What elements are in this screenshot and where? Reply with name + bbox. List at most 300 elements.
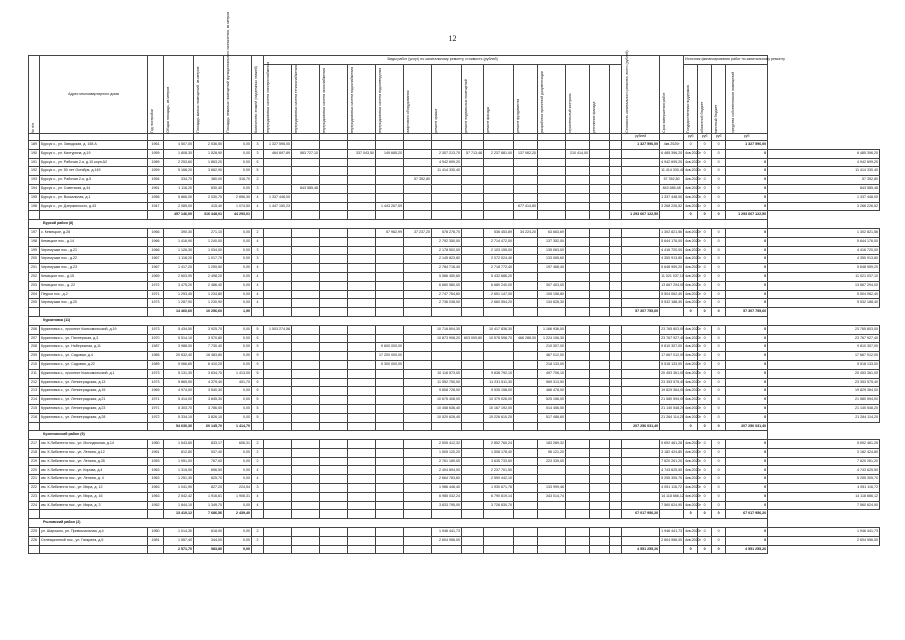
table-cell: 7 560 624,90 [768, 501, 880, 510]
table-cell: 0 [726, 158, 768, 167]
table-cell: 4кв.2020г [684, 176, 698, 185]
table-cell: 0,00 [224, 272, 252, 281]
table-cell [590, 325, 610, 334]
table-cell: 4 743 625,50 [660, 466, 684, 475]
subtotal-cell: 207 256 031,40 [726, 422, 768, 431]
table-cell: 0 [726, 334, 768, 343]
table-cell [264, 440, 292, 449]
table-cell: 0 [698, 299, 712, 308]
table-cell [566, 404, 590, 413]
table-cell [566, 466, 590, 475]
col-year: Год постройки [148, 56, 164, 134]
table-cell [610, 492, 622, 501]
table-cell [320, 360, 348, 369]
table-cell [622, 149, 660, 158]
table-cell [622, 237, 660, 246]
unit-cell [404, 134, 432, 141]
table-row [29, 184, 880, 193]
subtotal-cell [566, 545, 590, 554]
table-cell [514, 413, 538, 422]
table-cell [462, 246, 484, 255]
table-cell: 11 414 330,40 [768, 167, 880, 176]
subtotal-cell [40, 211, 148, 220]
table-cell: 1 251,30 [164, 475, 194, 484]
table-cell [566, 440, 590, 449]
table-cell: 1981 [148, 536, 164, 545]
table-cell: 1 041,90 [164, 484, 194, 493]
table-cell: 2 253,60 [164, 158, 194, 167]
table-cell [320, 167, 348, 176]
table-cell [348, 281, 376, 290]
table-cell: 4кв.2020г [684, 352, 698, 361]
table-cell [404, 290, 432, 299]
table-row [29, 492, 880, 501]
table-row [29, 290, 880, 299]
table-cell [264, 404, 292, 413]
table-cell: 10 226 610,20 [484, 413, 514, 422]
table-cell [320, 255, 348, 264]
col-w14 [610, 65, 622, 134]
table-cell [264, 492, 292, 501]
subtotal-cell [252, 422, 264, 431]
table-cell [376, 334, 404, 343]
table-cell [292, 228, 320, 237]
table-cell: 9 600 000,00 [376, 343, 404, 352]
table-cell [292, 299, 320, 308]
table-cell: 5 131,30 [164, 369, 194, 378]
table-cell [264, 387, 292, 396]
table-cell: 0 [726, 369, 768, 378]
table-cell: 10 578 598,70 [484, 334, 514, 343]
table-cell [566, 228, 590, 237]
table-cell [376, 413, 404, 422]
table-cell: 0 [698, 158, 712, 167]
table-cell: 0,00 [224, 352, 252, 361]
table-cell: 0 [726, 299, 768, 308]
subtotal-cell [538, 308, 566, 317]
subtotal-cell [538, 545, 566, 554]
subtotal-cell [590, 211, 610, 220]
table-cell: 3 726 830,70 [484, 501, 514, 510]
table-cell [484, 176, 514, 185]
table-cell: 0,00 [224, 404, 252, 413]
subtotal-cell [292, 308, 320, 317]
subtotal-row [29, 422, 880, 431]
table-cell: 0 [698, 440, 712, 449]
table-cell: 0 [712, 387, 726, 396]
table-cell: 1 349,70 [194, 501, 224, 510]
table-cell [566, 360, 590, 369]
table-cell [404, 528, 432, 537]
table-cell: 222 [29, 484, 40, 493]
subtotal-cell [610, 510, 622, 519]
table-cell [566, 202, 590, 211]
table-cell: 0 [698, 325, 712, 334]
subtotal-cell [376, 308, 404, 317]
col-w2: внутридомовых систем теплоснабжения [292, 65, 320, 134]
subtotal-cell [590, 545, 610, 554]
table-cell: 0,00 [224, 536, 252, 545]
table-cell [462, 228, 484, 237]
table-cell: 0 [698, 343, 712, 352]
table-cell: 5 [252, 396, 264, 405]
table-cell: 1989 [148, 360, 164, 369]
table-cell: 0 [712, 378, 726, 387]
table-cell: 10 417 836,30 [484, 325, 514, 334]
table-cell [590, 360, 610, 369]
table-cell: 4кв.2020г [684, 149, 698, 158]
table-cell: 5 504 062,40 [768, 290, 880, 299]
table-cell: 57 713,48 [462, 149, 484, 158]
table-cell [292, 413, 320, 422]
table-cell [610, 237, 622, 246]
table-cell [348, 404, 376, 413]
table-cell [264, 457, 292, 466]
table-cell [622, 228, 660, 237]
table-cell: 4кв.2020г [684, 360, 698, 369]
col-w6: лифтового оборудования [404, 65, 432, 134]
table-cell [404, 202, 432, 211]
subtotal-cell [484, 308, 514, 317]
table-cell: 212 [29, 378, 40, 387]
table-cell: 0 [698, 466, 712, 475]
table-cell [348, 255, 376, 264]
table-cell [462, 457, 484, 466]
table-cell [590, 448, 610, 457]
table-cell [404, 404, 432, 413]
table-cell [514, 343, 538, 352]
table-cell [404, 440, 432, 449]
unit-cell [660, 134, 684, 141]
table-cell [320, 290, 348, 299]
table-cell [348, 158, 376, 167]
table-cell: 0 [698, 448, 712, 457]
subtotal-cell [404, 510, 432, 519]
table-cell: 4 [252, 202, 264, 211]
table-cell [514, 272, 538, 281]
unit-cell [484, 134, 514, 141]
unit-cell [590, 134, 610, 141]
table-cell: им. К.Либкнехта пос., ул. Ленина, д. 4 [40, 475, 148, 484]
table-cell: 2 [252, 176, 264, 185]
unit-cell [538, 134, 566, 141]
table-cell: 133 065,60 [538, 255, 566, 264]
table-cell: 0 [712, 184, 726, 193]
table-cell: 0,00 [224, 255, 252, 264]
table-cell: 1 908,31 [224, 492, 252, 501]
table-cell: 4 942 699,20 [768, 158, 880, 167]
table-cell: 1987 [148, 343, 164, 352]
table-cell [320, 387, 348, 396]
table-cell: 7 620 261,20 [768, 457, 880, 466]
table-cell [610, 387, 622, 396]
table-cell: Куркатовка с., ул. Ленинградская, д.21 [40, 396, 148, 405]
table-cell: 1 337 448,00 [768, 193, 880, 202]
table-cell [292, 484, 320, 493]
subtotal-cell [29, 211, 40, 220]
subtotal-cell: 316 448,01 [194, 211, 224, 220]
table-cell [590, 272, 610, 281]
table-cell: 9 838 792,10 [484, 369, 514, 378]
table-cell: 4 [252, 237, 264, 246]
table-cell [514, 325, 538, 334]
table-cell: 4кв.2020г [684, 167, 698, 176]
table-cell: 467 012,00 [538, 352, 566, 361]
unit-cell [252, 134, 264, 141]
table-cell [320, 528, 348, 537]
table-cell [566, 475, 590, 484]
table-cell: 11 414 330,40 [432, 167, 462, 176]
table-cell [462, 448, 484, 457]
table-cell: 337 043,50 [348, 149, 376, 158]
table-cell: 390,30 [164, 228, 194, 237]
table-cell [590, 484, 610, 493]
table-cell: 1 327 596,00 [726, 141, 768, 150]
table-cell [484, 193, 514, 202]
table-cell [610, 448, 622, 457]
table-cell [610, 272, 622, 281]
table-cell: 0 [726, 501, 768, 510]
subtotal-cell [292, 510, 320, 519]
table-cell: 10 520 626,40 [432, 413, 462, 422]
subtotal-cell [29, 308, 40, 317]
table-cell: 10 116 573,00 [432, 369, 462, 378]
table-cell [610, 167, 622, 176]
table-cell [514, 360, 538, 369]
table-cell: 5 303,70 [164, 404, 194, 413]
table-cell: 207 [29, 334, 40, 343]
table-cell: Куркатовка с., проспект Комсомольский, д.19 [40, 325, 148, 334]
table-cell [348, 352, 376, 361]
table-cell: 0 [726, 352, 768, 361]
table-cell [590, 528, 610, 537]
table-cell: 833,17 [194, 440, 224, 449]
table-cell [462, 492, 484, 501]
table-cell [432, 202, 462, 211]
col-w3: внутридомовых систем газоснабжения [320, 65, 348, 134]
table-cell: 5 168,20 [164, 167, 194, 176]
table-cell [622, 492, 660, 501]
table-cell: 4 [252, 193, 264, 202]
table-cell: 466 288,00 [514, 334, 538, 343]
table-row [29, 334, 880, 343]
table-cell: 5 [252, 404, 264, 413]
table-cell [590, 228, 610, 237]
table-cell [376, 536, 404, 545]
table-cell: им. К.Либкнехта пос., ул. Ленина, д.35 [40, 457, 148, 466]
table-cell: 5 300 000,00 [376, 360, 404, 369]
table-cell [538, 193, 566, 202]
table-cell [462, 272, 484, 281]
subtotal-cell [538, 211, 566, 220]
subtotal-cell [484, 211, 514, 220]
subtotal-cell [292, 211, 320, 220]
table-cell [590, 141, 610, 150]
table-cell: 11 414 330,40 [660, 167, 684, 176]
table-cell [292, 290, 320, 299]
table-cell [432, 360, 462, 369]
table-row [29, 158, 880, 167]
subtotal-cell [148, 510, 164, 519]
table-cell: 10 379 026,00 [484, 396, 514, 405]
table-cell [404, 536, 432, 545]
table-cell: 0 [712, 457, 726, 466]
table-cell: Куркатовка с., ул. Ленинградская, д.28 [40, 413, 148, 422]
table-cell [622, 404, 660, 413]
subtotal-cell [376, 422, 404, 431]
table-cell [610, 184, 622, 193]
table-cell: Бурсук с., ул. Калтурина, д.19 [40, 149, 148, 158]
district-label: Рыловский район (2) [29, 519, 768, 528]
table-cell: 0 [712, 141, 726, 150]
subtotal-cell [660, 422, 684, 431]
table-cell: 57 352,80 [660, 176, 684, 185]
table-cell: 1959 [148, 167, 164, 176]
table-cell [264, 334, 292, 343]
table-cell: 3 [252, 255, 264, 264]
table-cell: 2 736 038,00 [432, 299, 462, 308]
table-cell [514, 281, 538, 290]
table-cell: 0 [698, 290, 712, 299]
table-cell: 1954 [148, 176, 164, 185]
table-cell [404, 396, 432, 405]
table-cell: 105 158,80 [538, 290, 566, 299]
table-cell: 1961 [148, 184, 164, 193]
subtotal-cell: 67 017 956,20 [726, 510, 768, 519]
table-cell: 196 [29, 202, 40, 211]
table-cell: 0 [698, 149, 712, 158]
table-cell: 618,00 [194, 528, 224, 537]
table-cell: 1973 [148, 378, 164, 387]
col-deadline: Срок завершения работ [660, 56, 684, 134]
subtotal-cell [404, 545, 432, 554]
table-cell [590, 369, 610, 378]
table-cell [348, 448, 376, 457]
table-cell [348, 475, 376, 484]
table-cell: 4кв.2020г [684, 492, 698, 501]
table-cell [376, 193, 404, 202]
table-cell [292, 369, 320, 378]
table-cell [264, 176, 292, 185]
table-cell [432, 141, 462, 150]
table-cell: 2 660 554,20 [484, 299, 514, 308]
table-row [29, 501, 880, 510]
district-row [29, 431, 880, 440]
table-cell [514, 255, 538, 264]
table-cell [404, 272, 432, 281]
table-cell: 517 488,60 [538, 413, 566, 422]
table-cell: 4 507,00 [164, 141, 194, 150]
table-cell [590, 413, 610, 422]
table-cell [376, 484, 404, 493]
subtotal-cell: 0 [684, 545, 698, 554]
subtotal-cell: 207 256 031,40 [622, 422, 660, 431]
table-cell: 843 585,48 [292, 184, 320, 193]
table-row [29, 440, 880, 449]
table-cell: 199 [29, 246, 40, 255]
table-cell [404, 448, 432, 457]
subtotal-cell: 983,80 [194, 545, 224, 554]
table-cell: 0 [712, 404, 726, 413]
subtotal-cell: 44 293,01 [224, 211, 252, 220]
table-cell [404, 167, 432, 176]
table-cell: 4кв.2020г [660, 141, 684, 150]
table-cell: 4 [252, 264, 264, 273]
table-cell: 1 224 106,30 [538, 334, 566, 343]
table-cell [590, 264, 610, 273]
table-cell [610, 343, 622, 352]
table-cell [622, 325, 660, 334]
table-cell: 5 255 305,70 [660, 475, 684, 484]
table-cell: 2 856,30 [224, 193, 252, 202]
table-cell [376, 299, 404, 308]
table-cell: 4 [252, 466, 264, 475]
col-w1: внутридомовых систем электроснабжения [264, 65, 292, 134]
subtotal-cell: 4 551 255,26 [622, 545, 660, 554]
table-cell: 1 315,90 [164, 466, 194, 475]
subtotal-cell: 1 293 667 122,50 [622, 211, 660, 220]
col-w8: ремонт подвальных помещений [462, 65, 484, 134]
table-cell: 23 765 803,00 [768, 325, 880, 334]
table-cell: ом. К.Либкнехта пос., ул. Молодежная, д.14 [40, 440, 148, 449]
table-cell [590, 176, 610, 185]
subtotal-cell: 2 571,70 [164, 545, 194, 554]
table-cell: Куркатовка с., ул. Садовая, д.22 [40, 360, 148, 369]
table-cell [566, 193, 590, 202]
table-cell [320, 176, 348, 185]
table-cell [348, 440, 376, 449]
table-cell [622, 466, 660, 475]
table-cell [590, 492, 610, 501]
subtotal-cell: 0 [698, 510, 712, 519]
table-cell [376, 440, 404, 449]
table-cell [610, 264, 622, 273]
subtotal-row [29, 510, 880, 519]
table-cell: 1 287,90 [164, 299, 194, 308]
table-cell: 20 453 361,00 [768, 369, 880, 378]
table-cell [538, 536, 566, 545]
table-cell [462, 536, 484, 545]
table-cell [462, 184, 484, 193]
table-cell: 1 074,50 [224, 202, 252, 211]
table-cell: 11 231 511,30 [484, 378, 514, 387]
table-cell: 3 182 424,80 [768, 448, 880, 457]
table-cell: 4кв.2020г [684, 237, 698, 246]
table-cell [566, 343, 590, 352]
table-cell: 9 066,60 [164, 360, 194, 369]
table-cell: 0 [698, 484, 712, 493]
table-cell [566, 158, 590, 167]
table-cell: 2 [252, 457, 264, 466]
table-cell: 5 518 133,00 [660, 360, 684, 369]
table-cell [376, 466, 404, 475]
table-cell: Бурсук с., ул. Вокзальная, д.1 [40, 193, 148, 202]
table-cell: 0 [698, 378, 712, 387]
table-cell [484, 202, 514, 211]
table-cell [514, 457, 538, 466]
table-cell [462, 387, 484, 396]
table-cell: 137 352,00 [538, 237, 566, 246]
table-cell [292, 528, 320, 537]
table-cell [376, 184, 404, 193]
table-cell: 1985 [148, 352, 164, 361]
table-cell [610, 440, 622, 449]
col-w13: утепление фасада [590, 65, 610, 134]
table-cell: 5 866,00 [164, 193, 194, 202]
subtotal-cell [590, 308, 610, 317]
table-cell: 5 [252, 378, 264, 387]
table-cell: 1 808,30 [164, 149, 194, 158]
